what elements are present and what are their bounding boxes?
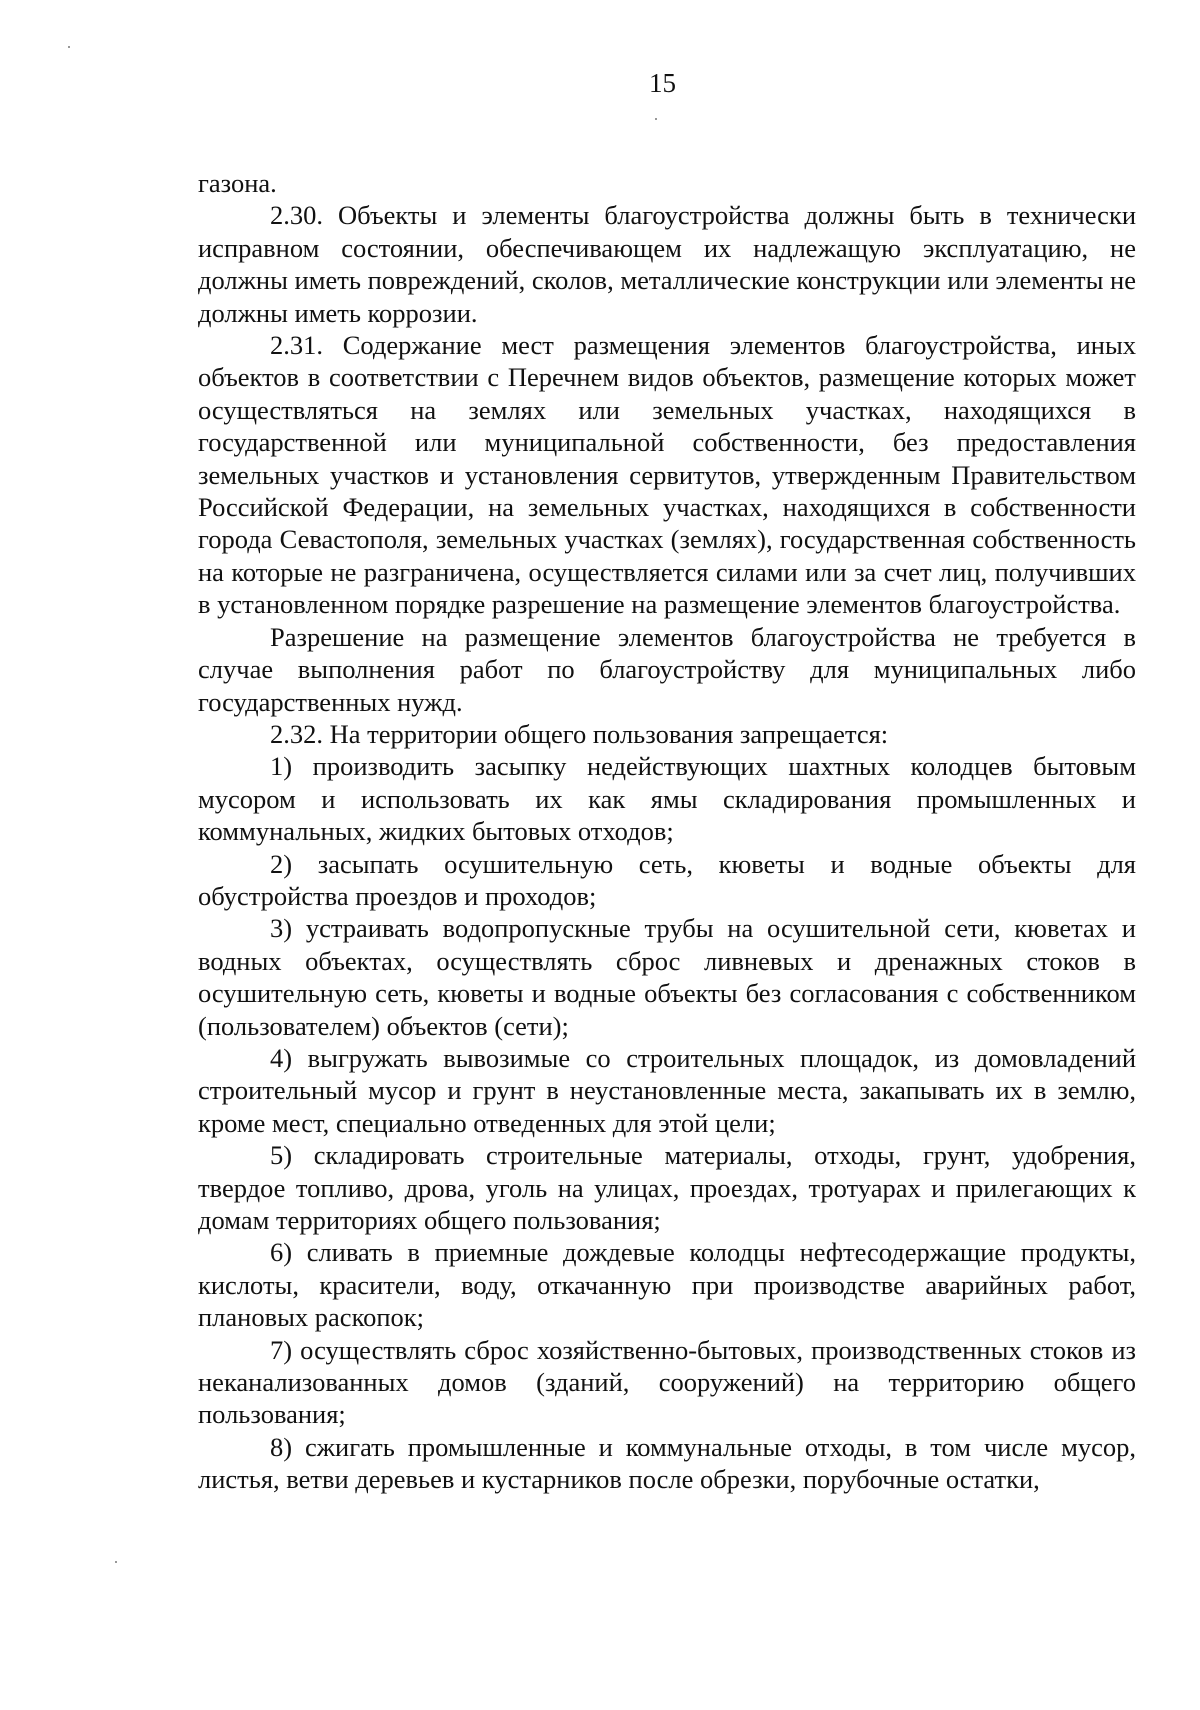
scan-speck <box>115 1561 117 1563</box>
list-item-4: 4) выгружать вывозимые со строительных площадок, из домовладений строительный мусор и грунт в неустановленные места, закапывать их в землю, кроме мест, специально отведенных для этой цели; <box>198 1042 1136 1138</box>
scan-speck <box>68 46 70 48</box>
paragraph-continuation: газона. <box>198 168 277 198</box>
paragraph-2-30: 2.30. Объекты и элементы благоустройства должны быть в технически исправном состоянии, обеспечивающем их надлежащую эксплуатацию, не должны иметь повреждений, сколов, металлические конструкции или элементы не должны иметь коррозии. <box>198 200 1136 328</box>
list-item-7: 7) осуществлять сброс хозяйственно-бытовых, производственных стоков из неканализованных домов (зданий, сооружений) на территорию общего пользования; <box>198 1334 1136 1430</box>
paragraph-permit-note: Разрешение на размещение элементов благоустройства не требуется в случае выполнения работ по благоустройству для муниципальных либо государственных нужд. <box>198 621 1136 717</box>
paragraph-2-32: 2.32. На территории общего пользования запрещается: <box>270 718 889 749</box>
list-item-6: 6) сливать в приемные дождевые колодцы нефтесодержащие продукты, кислоты, красители, воду, откачанную при производстве аварийных работ, плановых раскопок; <box>198 1237 1136 1333</box>
list-item-8: 8) сжигать промышленные и коммунальные отходы, в том числе мусор, листья, ветви деревьев и кустарников после обрезки, порубочные остатки, <box>198 1431 1136 1495</box>
document-body <box>198 167 1136 1496</box>
list-item-1: 1) производить засыпку недействующих шахтных колодцев бытовым мусором и использовать их как ямы складирования промышленных и коммунальных, жидких бытовых отходов; <box>198 751 1136 847</box>
list-item-3: 3) устраивать водопропускные трубы на осушительной сети, кюветах и водных объектах, осуществлять сброс ливневых и дренажных стоков в осушительную сеть, кюветы и водные объекты без согласования с собственником (пользователем) объектов (сети); <box>198 913 1136 1041</box>
scan-speck <box>655 118 657 120</box>
list-item-2: 2) засыпать осушительную сеть, кюветы и водные объекты для обустройства проездов и проходов; <box>198 848 1136 911</box>
list-item-5: 5) складировать строительные материалы, отходы, грунт, удобрения, твердое топливо, дрова, уголь на улицах, проездах, тротуарах и прилегающих к домам территориях общего пользования; <box>198 1140 1136 1235</box>
paragraph-2-31: 2.31. Содержание мест размещения элементов благоустройства, иных объектов в соответствии с Перечнем видов объектов, размещение которых может осуществляться на землях или земельных участках, находящихся в государственной или муниципальной собственности, без предоставления земельных участков и установления сервитутов, утвержденным Правительством Российской Федерации, на земельных участках, находящихся в собственности города Севастополя, земельных участках (землях), государственная собственность на которые не разграничена, осуществляется силами или за счет лиц, получивших в установленном порядке разрешение на размещение элементов благоустройства. <box>198 330 1136 620</box>
page-number: 15 <box>649 68 676 98</box>
